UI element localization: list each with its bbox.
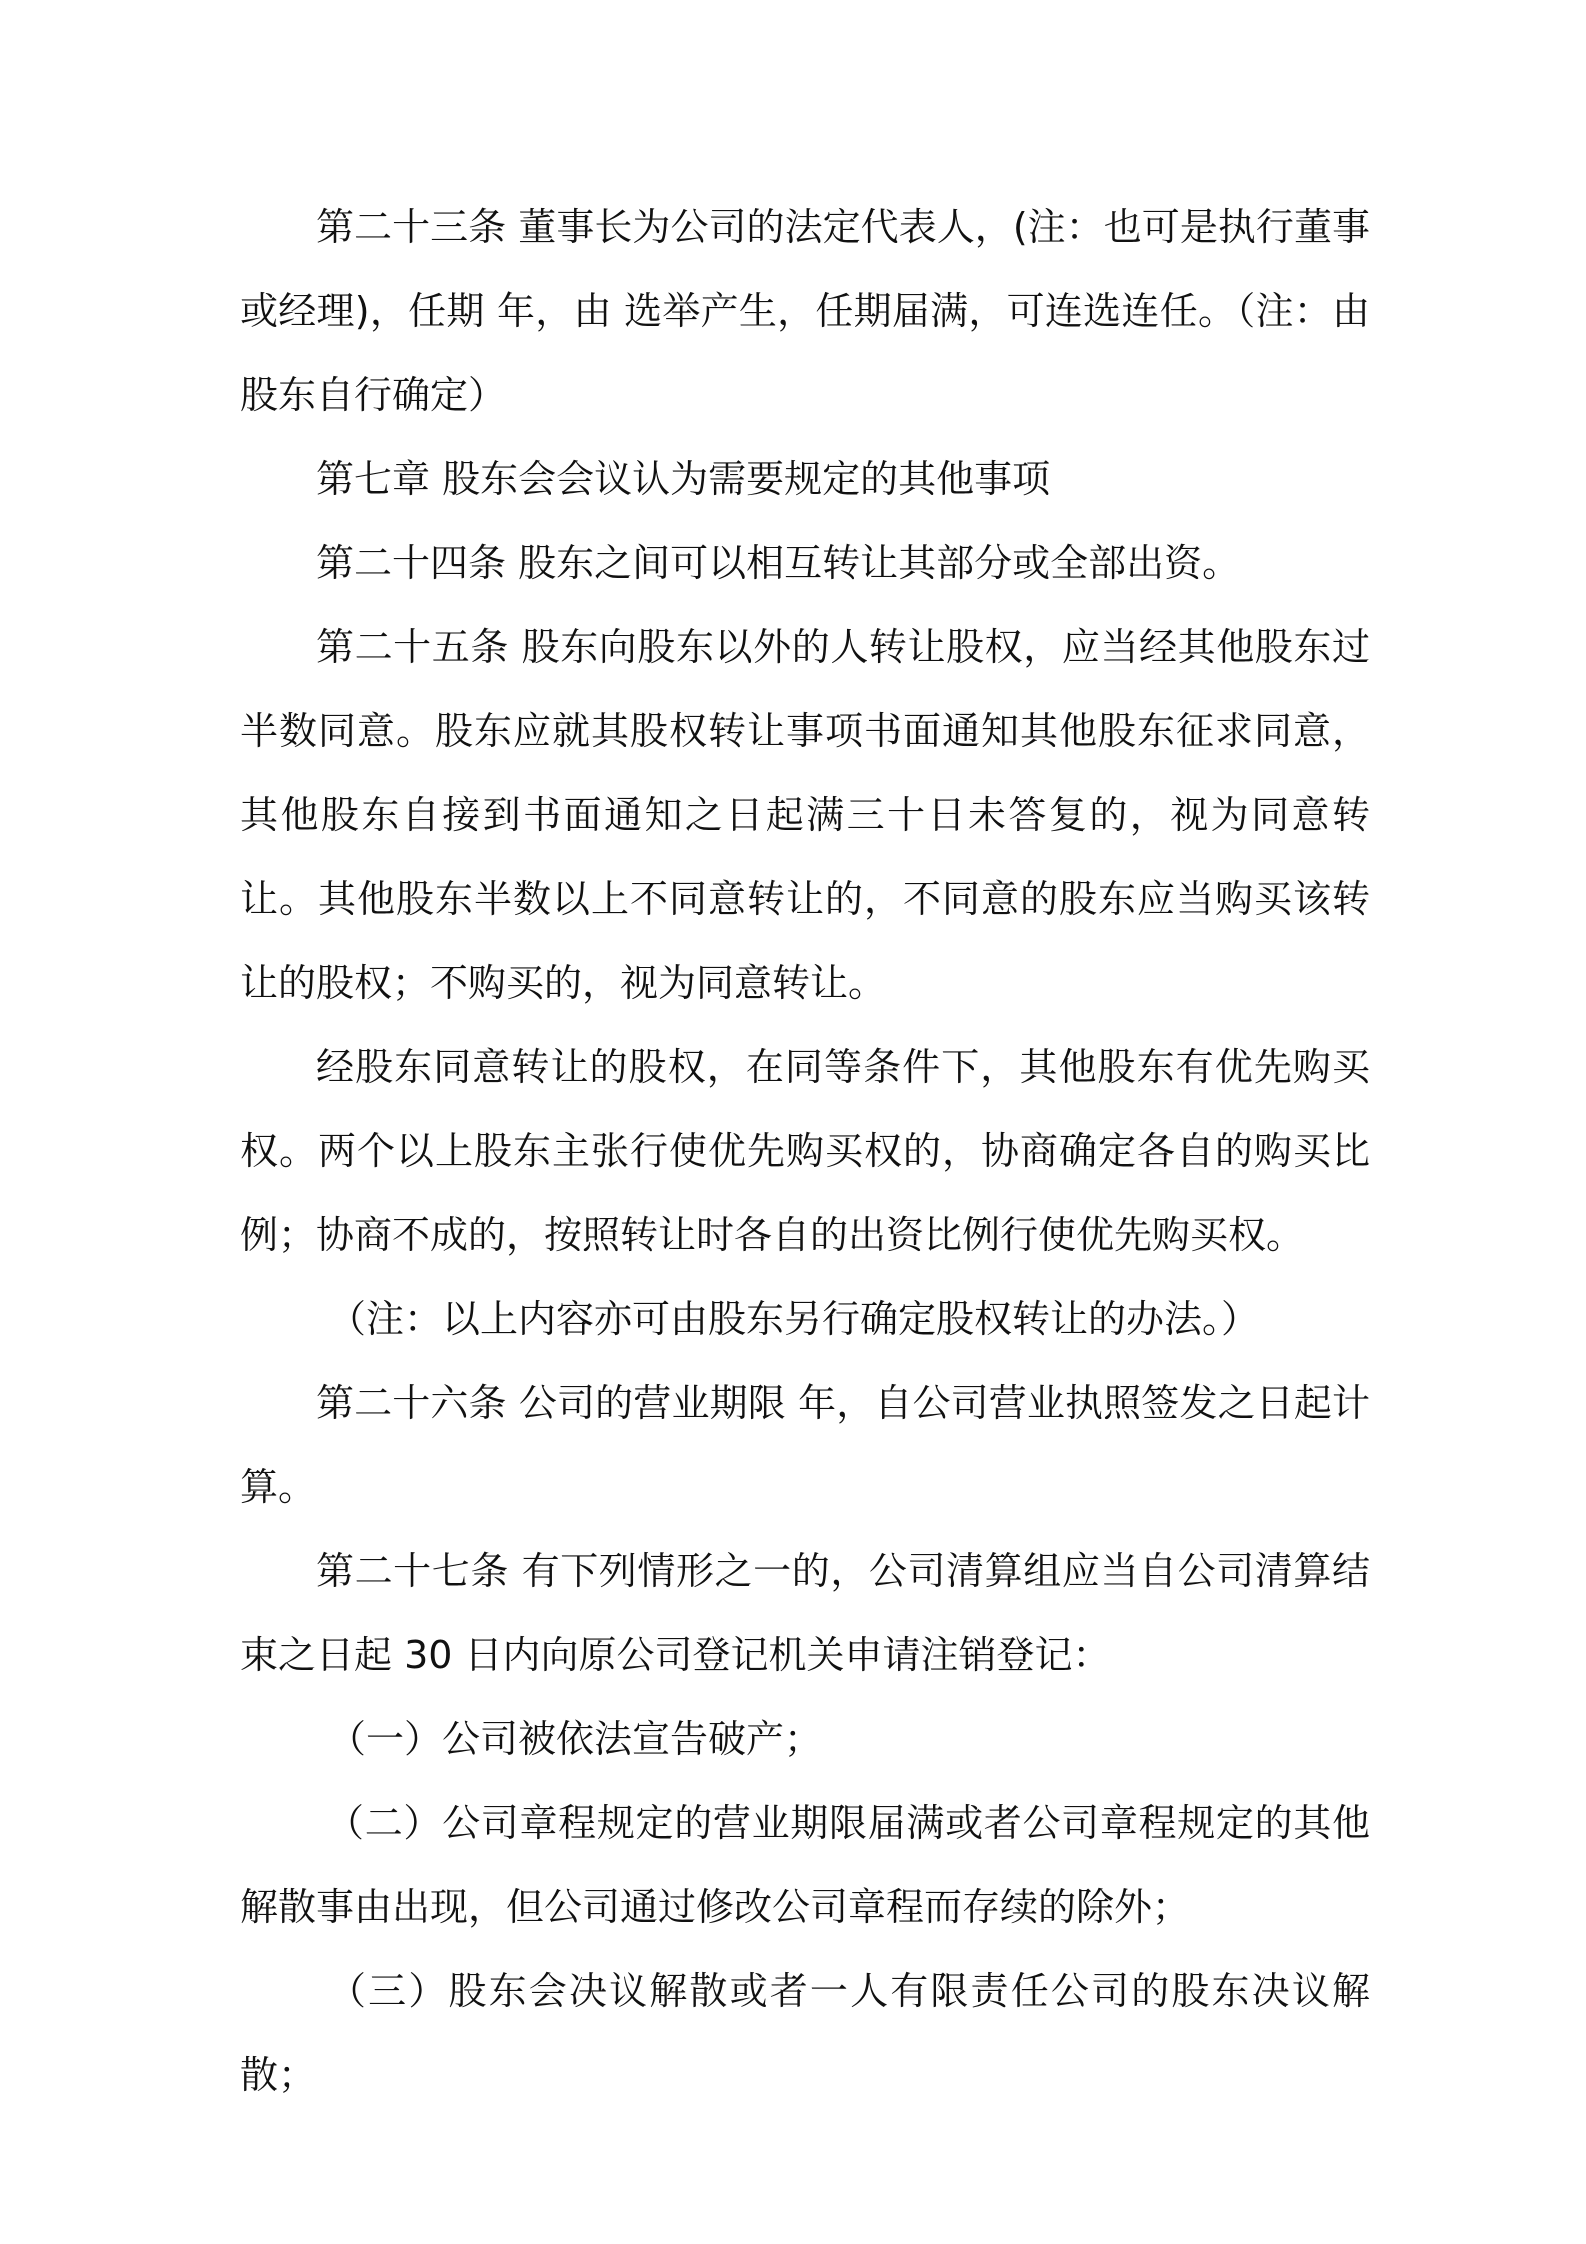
article-25-paragraph: 第二十五条 股东向股东以外的人转让股权，应当经其他股东过半数同意。股东应就其股权转让事项书面通知其他股东征求同意，其他股东自接到书面通知之日起满三十日未答复的，视为同意转让。其他股东半数以上不同意转让的，不同意的股东应当购买该转让的股权；不购买的，视为同意转让。 (240, 625, 1370, 1005)
article-23-paragraph: 第二十三条 董事长为公司的法定代表人，(注：也可是执行董事或经理)，任期 年，由 选举产生，任期届满，可连选连任。（注：由股东自行确定） (240, 205, 1370, 417)
article-24-paragraph: 第二十四条 股东之间可以相互转让其部分或全部出资。 (316, 541, 1241, 585)
article-27-paragraph: 第二十七条 有下列情形之一的，公司清算组应当自公司清算结束之日起 30 日内向原公司登记机关申请注销登记： (240, 1549, 1370, 1677)
chapter-7-heading: 第七章 股东会会议认为需要规定的其他事项 (316, 457, 1051, 501)
list-item-1: （一）公司被依法宣告破产； (328, 1717, 823, 1761)
list-item-2: （二）公司章程规定的营业期限届满或者公司章程规定的其他解散事由出现，但公司通过修改公司章程而存续的除外； (240, 1801, 1370, 1929)
document-body (240, 185, 1370, 2117)
preemptive-right-paragraph: 经股东同意转让的股权，在同等条件下，其他股东有优先购买权。两个以上股东主张行使优先购买权的，协商确定各自的购买比例；协商不成的，按照转让时各自的出资比例行使优先购买权。 (240, 1045, 1370, 1257)
list-item-3: （三）股东会决议解散或者一人有限责任公司的股东决议解散； (240, 1969, 1370, 2097)
article-26-paragraph: 第二十六条 公司的营业期限 年，自公司营业执照签发之日起计算。 (240, 1381, 1370, 1509)
transfer-note-paragraph: （注：以上内容亦可由股东另行确定股权转让的办法。） (328, 1297, 1260, 1341)
